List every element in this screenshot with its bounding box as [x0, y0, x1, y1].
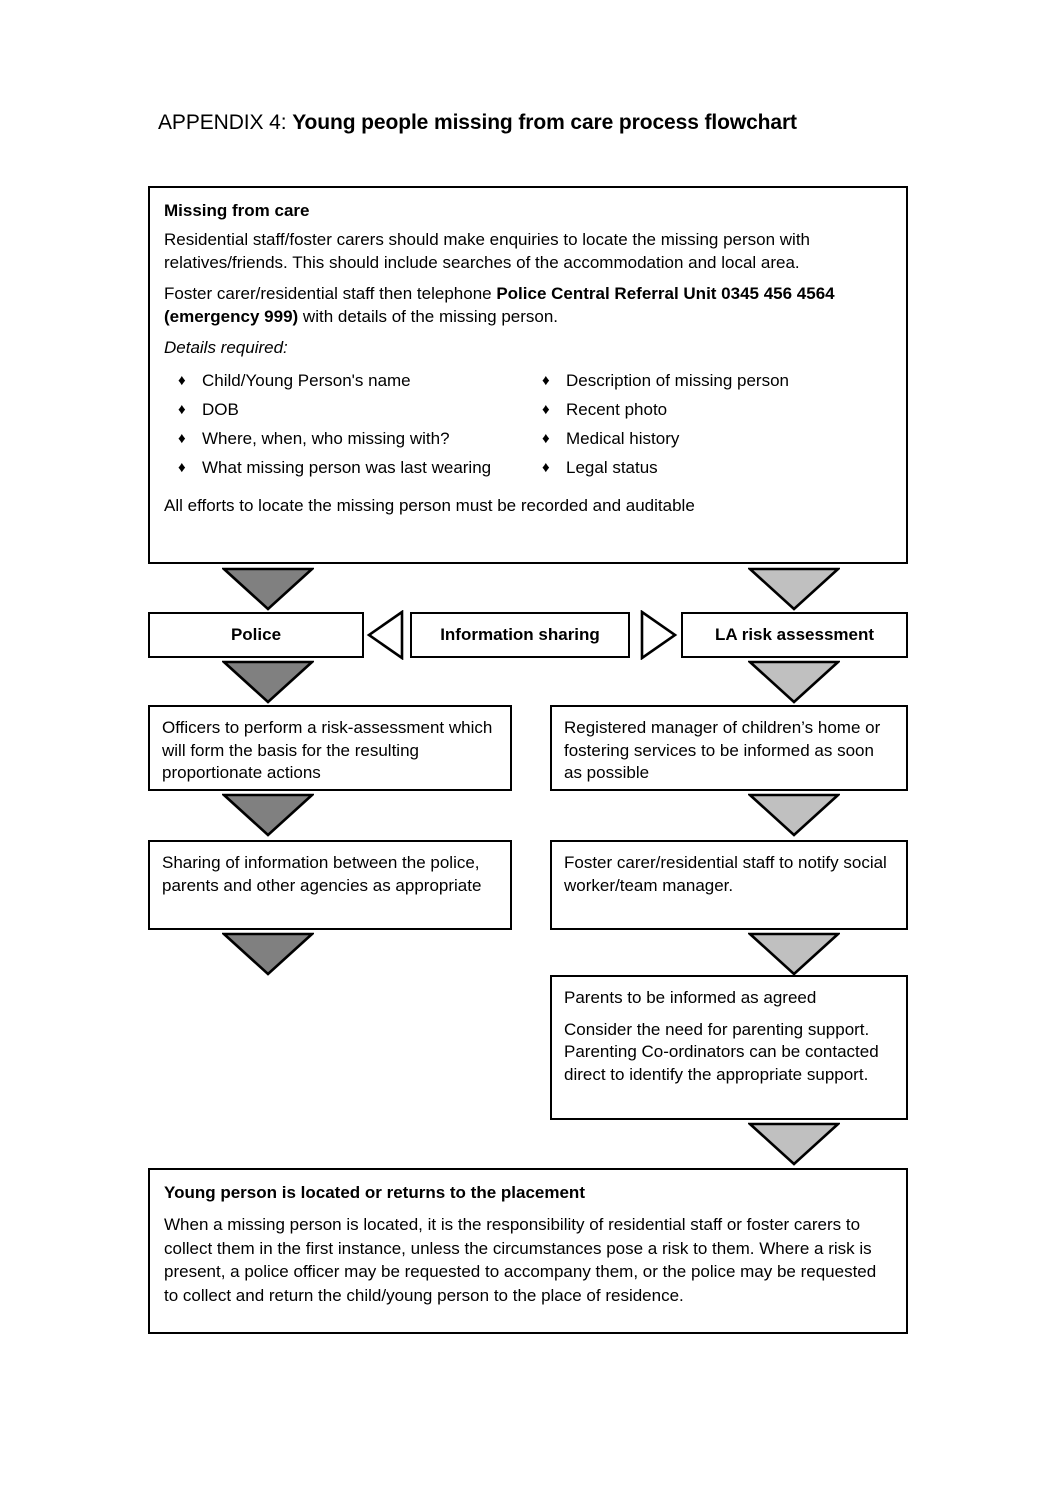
page-title-main: Young people missing from care process flowchart	[292, 111, 797, 134]
foster-carer-notify-box	[550, 840, 908, 930]
officers-risk-assessment-text: Officers to perform a risk-assessment which will form the basis for the resulting proportionate actions	[162, 718, 493, 782]
missing-from-care-paragraph-1: Residential staff/foster carers should make enquiries to locate the missing person with relatives/friends. This should include searches of the accommodation and local area.	[164, 230, 811, 272]
telephone-text-prefix: Foster carer/residential staff then telephone	[164, 284, 497, 303]
diamond-bullet-icon: ♦	[178, 400, 186, 418]
registered-manager-box	[550, 705, 908, 791]
diamond-bullet-icon: ♦	[178, 458, 186, 476]
audit-note: All efforts to locate the missing person must be recorded and auditable	[164, 495, 695, 515]
list-item	[528, 427, 892, 450]
list-item-label: Legal status	[566, 457, 658, 477]
arrow-down-icon-parents-to-located	[748, 1122, 840, 1166]
details-required-label: Details required:	[164, 338, 288, 357]
diamond-bullet-icon: ♦	[178, 429, 186, 447]
sharing-of-information-text: Sharing of information between the police, parents and other agencies as appropriate	[162, 853, 482, 895]
officers-risk-assessment-box	[148, 705, 512, 791]
telephone-text-suffix: with details of the missing person.	[298, 306, 559, 326]
arrow-down-icon-police-to-officers	[222, 660, 314, 704]
list-item-label: Where, when, who missing with?	[202, 428, 450, 448]
list-item	[164, 369, 528, 392]
page-title	[158, 108, 898, 137]
list-item	[164, 398, 528, 421]
parents-informed-box	[550, 975, 908, 1120]
list-item-label: Medical history	[566, 428, 680, 448]
la-risk-assessment-box-label: LA risk assessment	[714, 625, 875, 644]
young-person-located-box	[148, 1168, 908, 1334]
missing-from-care-box	[148, 186, 908, 564]
police-referral-unit-number: Police Central Referral Unit 0345 456 4564 (emergency 999)	[164, 284, 835, 326]
appendix-label: APPENDIX 4:	[158, 111, 293, 134]
information-sharing-box-label: Information sharing	[440, 625, 600, 644]
arrow-right-icon-information-to-la	[640, 610, 678, 660]
list-item	[528, 398, 892, 421]
arrow-left-icon-information-to-police	[366, 610, 404, 660]
list-item-label: Description of missing person	[566, 370, 789, 390]
young-person-located-heading: Young person is located or returns to the placement	[164, 1183, 585, 1202]
police-box	[148, 612, 364, 658]
sharing-of-information-box	[148, 840, 512, 930]
list-item	[528, 369, 892, 392]
foster-carer-notify-text: Foster carer/residential staff to notify social worker/team manager.	[564, 853, 887, 895]
missing-from-care-heading: Missing from care	[164, 201, 310, 220]
list-item	[164, 456, 528, 479]
arrow-down-icon-officers-to-sharing	[222, 793, 314, 837]
diamond-bullet-icon: ♦	[542, 458, 550, 476]
list-item	[164, 427, 528, 450]
diamond-bullet-icon: ♦	[542, 429, 550, 447]
parenting-support-text: Consider the need for parenting support. Parenting Co-ordinators can be contacted direct to identify the appropriate support.	[564, 1019, 879, 1084]
young-person-located-body: When a missing person is located, it is the responsibility of residential staff or foster carers to collect them in the first instance, unless the circumstances pose a risk to them. Where a risk is present, a police officer may be requested to accompany them, or the police may be requested to collect and return the child/young person to the place of residence.	[164, 1215, 877, 1305]
details-bullet-columns	[164, 369, 892, 485]
missing-from-care-paragraph-2	[164, 283, 892, 328]
registered-manager-text: Registered manager of children’s home or fostering services to be informed as soon as possible	[564, 718, 881, 782]
details-bullets-right-column	[528, 369, 892, 485]
parents-informed-text: Parents to be informed as agreed	[564, 988, 817, 1007]
arrow-down-icon-foster-carer-to-parents	[748, 932, 840, 976]
list-item	[528, 456, 892, 479]
information-sharing-box	[410, 612, 630, 658]
list-item-label: Child/Young Person's name	[202, 370, 411, 390]
arrow-down-icon-to-police	[222, 567, 314, 611]
diamond-bullet-icon: ♦	[542, 400, 550, 418]
list-item-label: DOB	[202, 399, 239, 419]
police-box-label: Police	[230, 625, 282, 644]
arrow-down-icon-to-la-risk-assessment	[748, 567, 840, 611]
list-item-label: What missing person was last wearing	[202, 457, 492, 477]
arrow-down-icon-sharing-terminal	[222, 932, 314, 976]
diamond-bullet-icon: ♦	[542, 371, 550, 389]
details-bullets-left-column	[164, 369, 528, 485]
la-risk-assessment-box	[681, 612, 908, 658]
list-item-label: Recent photo	[566, 399, 668, 419]
arrow-down-icon-registered-to-foster-carer	[748, 793, 840, 837]
diamond-bullet-icon: ♦	[178, 371, 186, 389]
arrow-down-icon-la-to-registered-manager	[748, 660, 840, 704]
